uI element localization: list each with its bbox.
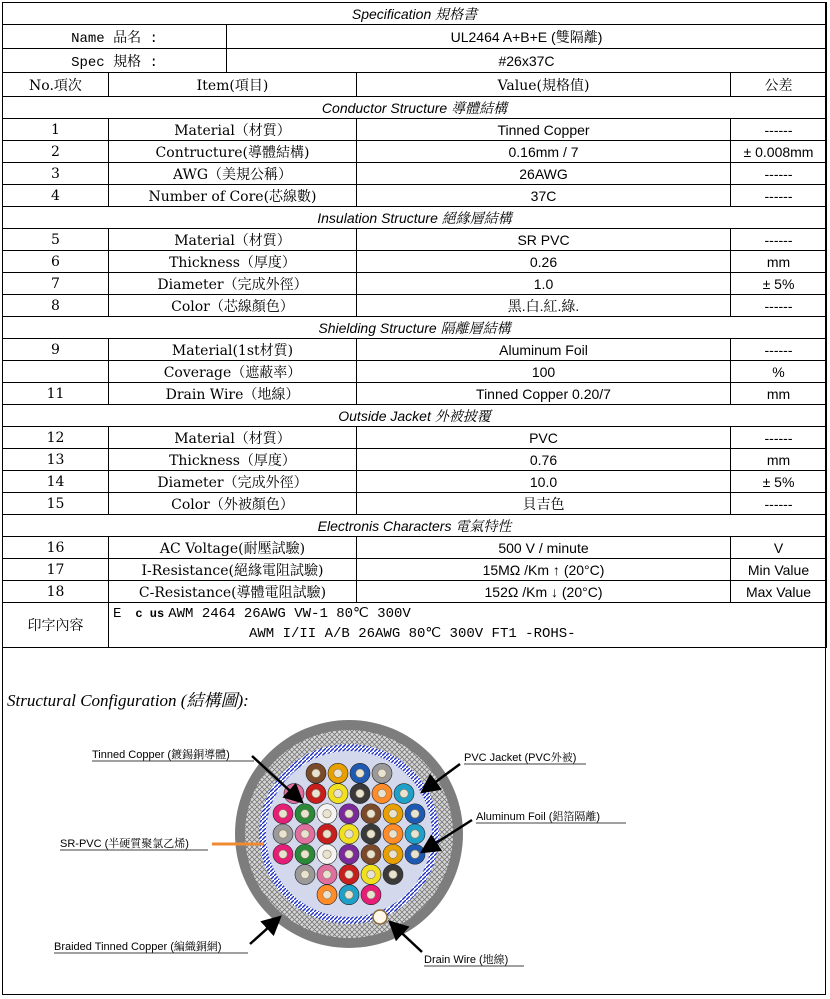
core-conductor xyxy=(279,810,287,818)
drain-wire-icon xyxy=(373,910,387,924)
marking-prefix: E xyxy=(113,606,122,622)
section-title: Shielding Structure 隔離層結構 xyxy=(3,317,827,339)
core-conductor xyxy=(367,891,375,899)
row-item: Diameter（完成外徑） xyxy=(109,471,357,493)
row-item: Drain Wire（地線） xyxy=(109,383,357,405)
row-item: Color（芯線顏色） xyxy=(109,295,357,317)
row-value: 貝吉色 xyxy=(357,493,731,515)
core-conductor xyxy=(367,830,375,838)
row-item: Material（材質） xyxy=(109,427,357,449)
row-tolerance: ------ xyxy=(731,185,827,207)
core-conductor xyxy=(378,789,386,797)
row-item: I-Resistance(絕緣電阻試驗) xyxy=(109,559,357,581)
row-item: Diameter（完成外徑） xyxy=(109,273,357,295)
marking-text-1: AWM 2464 26AWG VW-1 80℃ 300V xyxy=(168,606,411,622)
core-conductor xyxy=(345,870,353,878)
row-tolerance: ------ xyxy=(731,295,827,317)
core-conductor xyxy=(411,810,419,818)
row-tolerance: mm xyxy=(731,251,827,273)
section-header-row xyxy=(3,317,827,339)
label-pvc-jacket: PVC Jacket (PVC外被) xyxy=(464,752,577,764)
spec-table xyxy=(2,2,827,648)
core-conductor xyxy=(411,850,419,858)
row-tolerance: ------ xyxy=(731,427,827,449)
row-value: 0.76 xyxy=(357,449,731,471)
row-number: 13 xyxy=(3,449,109,471)
row-item: Thickness（厚度） xyxy=(109,449,357,471)
ul-logo-icon: c us xyxy=(135,607,165,621)
core-conductor xyxy=(301,810,309,818)
table-row xyxy=(3,295,827,317)
row-item: Material（材質） xyxy=(109,119,357,141)
label-tinned-copper: Tinned Copper (鍍錫銅導體) xyxy=(92,749,230,761)
row-value: 37C xyxy=(357,185,731,207)
table-row xyxy=(3,449,827,471)
table-row xyxy=(3,141,827,163)
row-value: PVC xyxy=(357,427,731,449)
column-header-item: Item(項目) xyxy=(109,73,357,97)
table-row xyxy=(3,163,827,185)
row-item: Number of Core(芯線數) xyxy=(109,185,357,207)
core-conductor xyxy=(323,830,331,838)
row-value: Aluminum Foil xyxy=(357,339,731,361)
table-row xyxy=(3,185,827,207)
row-tolerance: ± 5% xyxy=(731,471,827,493)
name-value: UL2464 A+B+E (雙隔離) xyxy=(227,25,827,49)
table-row xyxy=(3,119,827,141)
label-drain-wire: Drain Wire (地線) xyxy=(424,954,509,966)
row-item: Contructure(導體結構) xyxy=(109,141,357,163)
page-title: Specification 規格書 xyxy=(3,3,827,25)
label-aluminum-foil: Aluminum Foil (鋁箔隔離) xyxy=(476,811,601,823)
core-conductor xyxy=(323,870,331,878)
row-number: 4 xyxy=(3,185,109,207)
section-title: Conductor Structure 導體結構 xyxy=(3,97,827,119)
section-title: Outside Jacket 外被披覆 xyxy=(3,405,827,427)
row-item: AWG（美規公稱） xyxy=(109,163,357,185)
section-title: Electronis Characters 電氣特性 xyxy=(3,515,827,537)
row-tolerance: % xyxy=(731,361,827,383)
table-row xyxy=(3,229,827,251)
row-item: C-Resistance(導體電阻試驗) xyxy=(109,581,357,603)
row-number: 11 xyxy=(3,383,109,405)
spec-label: Spec 規格 : xyxy=(3,49,227,73)
column-header-no: No.項次 xyxy=(3,73,109,97)
row-number: 16 xyxy=(3,537,109,559)
row-tolerance: Max Value xyxy=(731,581,827,603)
row-number: 15 xyxy=(3,493,109,515)
cable-cross-section-diagram xyxy=(2,712,826,992)
row-tolerance: ± 5% xyxy=(731,273,827,295)
row-number: 17 xyxy=(3,559,109,581)
core-conductor xyxy=(389,810,397,818)
core-conductor xyxy=(389,830,397,838)
column-header-value: Value(規格值) xyxy=(357,73,731,97)
row-item: AC Voltage(耐壓試驗) xyxy=(109,537,357,559)
table-row xyxy=(3,339,827,361)
core-conductor xyxy=(367,870,375,878)
section-header-row xyxy=(3,405,827,427)
core-conductor xyxy=(400,789,408,797)
column-header-tolerance: 公差 xyxy=(731,73,827,97)
section-header-row xyxy=(3,515,827,537)
row-item: Coverage（遮蔽率） xyxy=(109,361,357,383)
structural-config-title: Structural Configuration (結構圖): xyxy=(7,691,249,710)
core-conductor xyxy=(345,850,353,858)
row-value: 1.0 xyxy=(357,273,731,295)
marking-content xyxy=(109,603,827,648)
table-row xyxy=(3,493,827,515)
core-conductor xyxy=(411,830,419,838)
row-item: Color（外被顏色） xyxy=(109,493,357,515)
row-value: SR PVC xyxy=(357,229,731,251)
table-row xyxy=(3,537,827,559)
row-value: 100 xyxy=(357,361,731,383)
core-conductor xyxy=(356,789,364,797)
row-number xyxy=(3,361,109,383)
core-conductor xyxy=(389,850,397,858)
core-conductor xyxy=(301,870,309,878)
core-conductor xyxy=(345,810,353,818)
marking-line-2: AWM I/II A/B 26AWG 80℃ 300V FT1 -ROHS- xyxy=(249,626,576,642)
core-conductor xyxy=(345,891,353,899)
row-value: 26AWG xyxy=(357,163,731,185)
table-row xyxy=(3,581,827,603)
row-tolerance: ------ xyxy=(731,339,827,361)
row-tolerance: mm xyxy=(731,383,827,405)
row-value: 0.26 xyxy=(357,251,731,273)
marking-row xyxy=(3,603,827,648)
row-value: Tinned Copper 0.20/7 xyxy=(357,383,731,405)
row-value: 500 V / minute xyxy=(357,537,731,559)
table-row xyxy=(3,251,827,273)
row-tolerance: ------ xyxy=(731,229,827,251)
row-value: 10.0 xyxy=(357,471,731,493)
core-conductor xyxy=(389,870,397,878)
row-number: 7 xyxy=(3,273,109,295)
core-conductor xyxy=(345,830,353,838)
row-number: 5 xyxy=(3,229,109,251)
name-label: Name 品名 : xyxy=(3,25,227,49)
row-number: 18 xyxy=(3,581,109,603)
label-braided-copper: Braided Tinned Copper (編織銅網) xyxy=(54,941,222,953)
row-tolerance: ± 0.008mm xyxy=(731,141,827,163)
table-row xyxy=(3,383,827,405)
core-conductor xyxy=(367,850,375,858)
table-row xyxy=(3,273,827,295)
row-tolerance: mm xyxy=(731,449,827,471)
core-conductor xyxy=(301,830,309,838)
core-conductor xyxy=(312,769,320,777)
section-header-row xyxy=(3,97,827,119)
section-header-row xyxy=(3,207,827,229)
core-conductor xyxy=(334,769,342,777)
label-sr-pvc: SR-PVC (半硬質聚氯乙烯) xyxy=(60,838,189,850)
row-value: 0.16mm / 7 xyxy=(357,141,731,163)
row-item: Material（材質） xyxy=(109,229,357,251)
marking-line-1 xyxy=(113,605,411,622)
row-item: Thickness（厚度） xyxy=(109,251,357,273)
core-conductor xyxy=(301,850,309,858)
core-conductor xyxy=(334,789,342,797)
core-conductor xyxy=(323,891,331,899)
row-number: 9 xyxy=(3,339,109,361)
marking-label: 印字內容 xyxy=(3,603,109,648)
table-row xyxy=(3,361,827,383)
row-tolerance: V xyxy=(731,537,827,559)
row-tolerance: ------ xyxy=(731,493,827,515)
core-conductor xyxy=(323,810,331,818)
core-conductor xyxy=(367,810,375,818)
core-conductor xyxy=(312,789,320,797)
core-conductor xyxy=(378,769,386,777)
row-value: 15MΩ /Km ↑ (20°C) xyxy=(357,559,731,581)
core-conductor xyxy=(323,850,331,858)
spec-value: #26x37C xyxy=(227,49,827,73)
table-row xyxy=(3,559,827,581)
row-tolerance: ------ xyxy=(731,163,827,185)
table-row xyxy=(3,471,827,493)
section-title: Insulation Structure 絕緣層結構 xyxy=(3,207,827,229)
row-tolerance: Min Value xyxy=(731,559,827,581)
core-conductor xyxy=(279,850,287,858)
row-number: 6 xyxy=(3,251,109,273)
row-value: 152Ω /Km ↓ (20°C) xyxy=(357,581,731,603)
row-number: 14 xyxy=(3,471,109,493)
row-number: 2 xyxy=(3,141,109,163)
table-row xyxy=(3,427,827,449)
row-item: Material(1st材質) xyxy=(109,339,357,361)
row-tolerance: ------ xyxy=(731,119,827,141)
row-number: 12 xyxy=(3,427,109,449)
row-number: 8 xyxy=(3,295,109,317)
row-value: 黑.白.紅.綠. xyxy=(357,295,731,317)
row-number: 3 xyxy=(3,163,109,185)
core-conductor xyxy=(279,830,287,838)
row-value: Tinned Copper xyxy=(357,119,731,141)
row-number: 1 xyxy=(3,119,109,141)
core-conductor xyxy=(356,769,364,777)
